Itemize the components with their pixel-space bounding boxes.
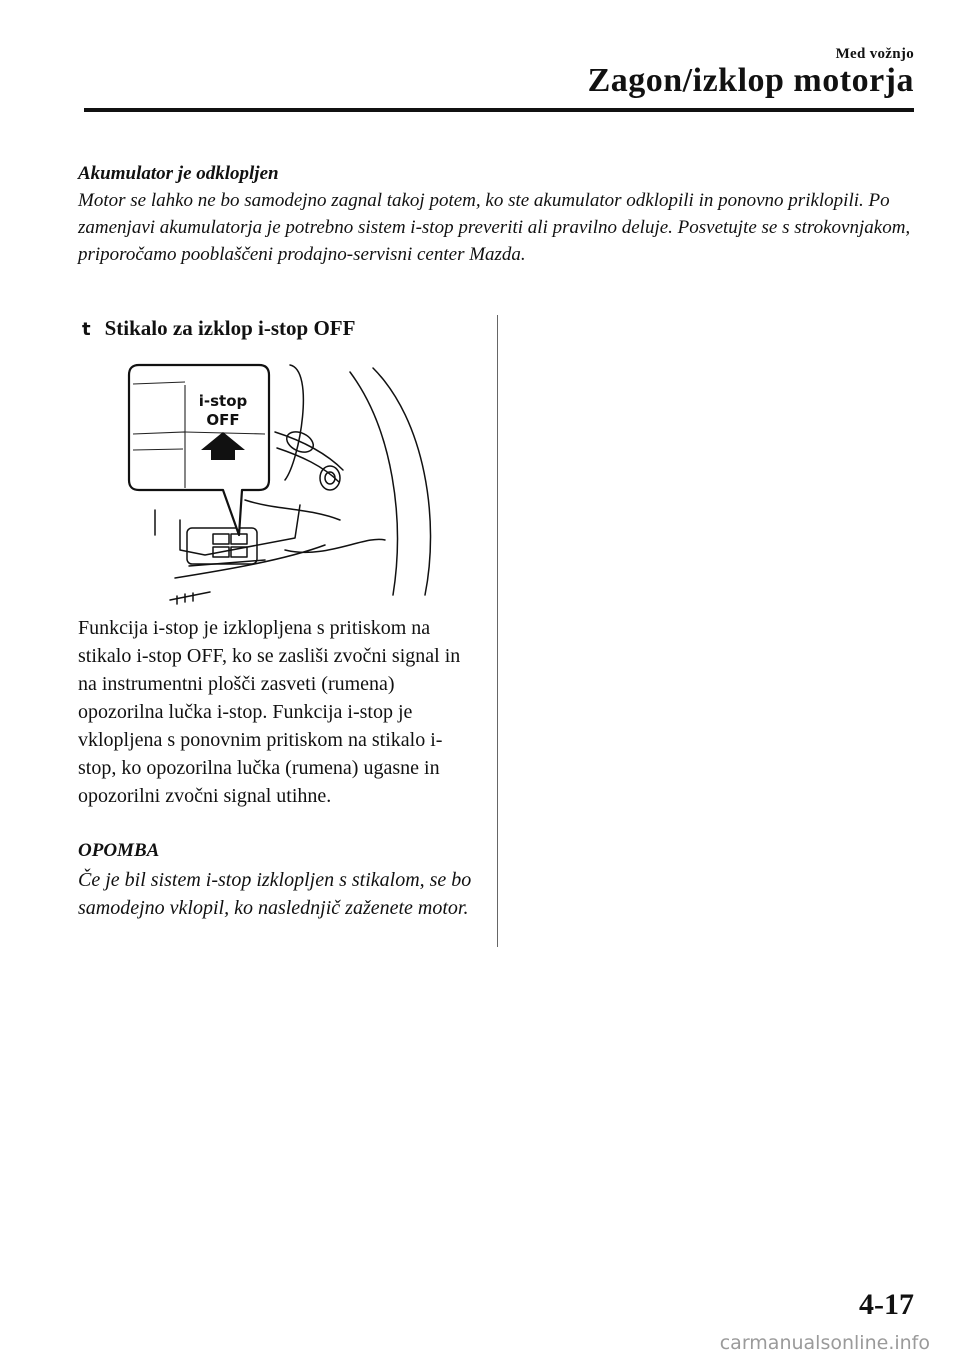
switch-label-bottom: OFF (206, 411, 240, 429)
intro-block (78, 160, 918, 268)
steering-wheel-inner (350, 372, 397, 595)
section-heading (82, 316, 355, 341)
intro-text: Motor se lahko ne bo samodejno zagnal takoj potem, ko ste akumulator odklopili in ponovno priklopili. Po zamenjavi akumulatorja je potrebno sistem i-stop preveriti ali pravilno deluje. Posvetujte se s strokovnjakom, priporočamo pooblaščeni prodajno-servisni center Mazda. (78, 190, 911, 265)
body-text: Funkcija i-stop je izklopljena s pritiskom na stikalo i-stop OFF, ko se zasliši zvočni signal in na instrumentni plošči zasveti (rumena) opozorilna lučka i-stop. Funkcija i-stop je vklopljena s ponovnim pritiskom na stikalo i-stop, ko opozorilna lučka (rumena) ugasne in opozorilni zvočni signal utihne. (78, 617, 461, 807)
column-divider (497, 315, 498, 947)
steering-wheel-outer (373, 368, 431, 595)
header-rule (84, 108, 914, 112)
switch-label-top: i-stop (198, 392, 248, 410)
note-heading: OPOMBA (78, 840, 160, 861)
intro-heading: Akumulator je odklopljen (78, 163, 279, 184)
footer-watermark: carmanualsonline.info (719, 1332, 930, 1354)
section-label: Med vožnjo (835, 46, 914, 62)
note-text: Če je bil sistem i-stop izklopljen s stikalom, se bo samodejno vklopil, ko naslednjič zaženete motor. (78, 869, 472, 919)
page-number: 4-17 (859, 1288, 914, 1321)
chapter-title: Zagon/izklop motorja (587, 62, 914, 99)
bullet-icon: t (82, 319, 91, 340)
section-heading-text: Stikalo za izklop i-stop OFF (104, 316, 356, 340)
illustration (125, 360, 435, 608)
ignition-ring (320, 466, 340, 490)
